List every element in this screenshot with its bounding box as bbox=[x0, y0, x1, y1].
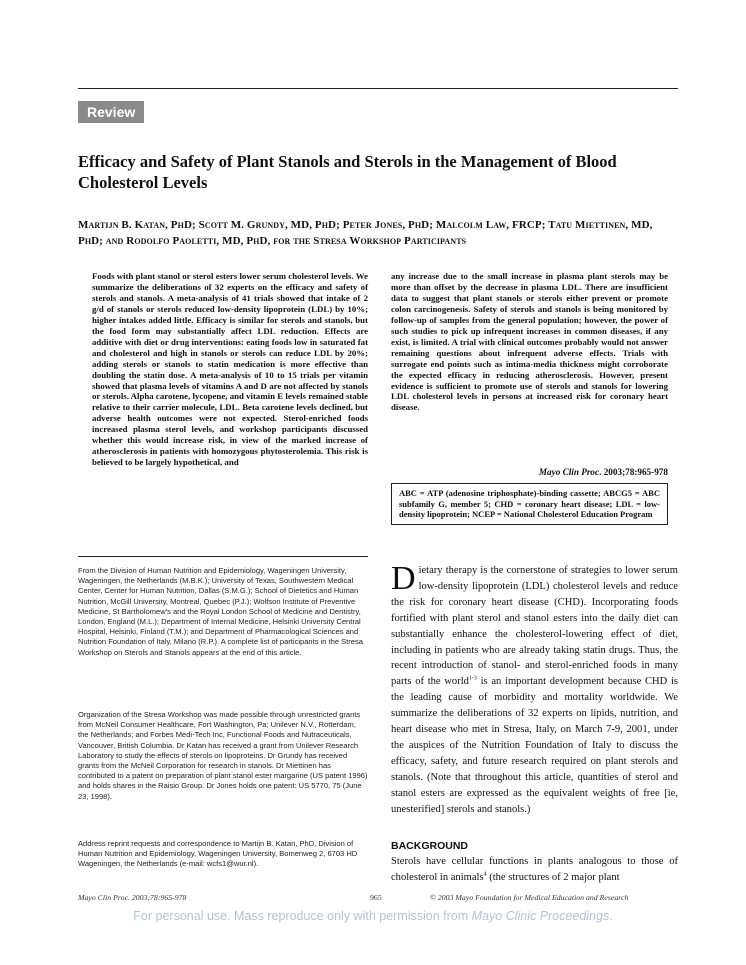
footnote-affiliations: From the Division of Human Nutrition and Epidemiology, Wageningen University, Wageningen, the Netherlands (M.B.K.); University of Texas, Southwestern Medical Center, Center for Human Nutrition, Dallas (S.M.G.); School of Dietetics and Human Nutrition, McGill University, Montreal, Quebec (P.J.); Wolfson Institute of Preventive Medicine, St Bartholomew's and the Royal London School of Medicine and Dentistry, London, England (M.L.); Department of Internal Medicine, Helsinki University Central Hospital, Helsinki, Finland (T.M.); and Department of Pharmacological Sciences and Nutrition Foundation of Italy, Milano (R.P.). A complete list of participants in the Stresa Workshop on Sterols and Stanols appears at the end of this article. bbox=[78, 566, 363, 657]
background-paragraph bbox=[391, 854, 678, 886]
intro-text-a: ietary therapy is the cornerstone of strategies to lower serum low-density lipoprotein (LDL) cholesterol levels and reduce the risk for coronary heart disease (CHD). Incorporating foods fortified with plant sterol and stanol esters into the daily diet can substantially enhance the cholesterol-lowering effect of diet, including in patients who are already taking statin drugs. Thus, the recent introduction of stanol- and sterol-enriched foods in many parts of the world bbox=[391, 565, 678, 688]
footnote-funding: Organization of the Stresa Workshop was made possible through unrestricted grants from McNeil Consumer Healthcare, Fort Washington, Pa; Unilever N.V., Rotterdam, the Netherlands; and Forbes Medi-Tech Inc, Functional Foods and Nutraceuticals, Vancouver, British Columbia. Dr Katan has received a grant from Unilever Research Laboratory to study the effects of sterols on lipoproteins. Dr Grundy has received grants from the McNeil Corporation for research in stanols. Dr Miettinen has contributed to a patent on preparation of plant stanol ester margarine (US patent 1996) and holds shares in the Raisio Group. Dr Jones holds one patent: US 5770, 75 (June 23, 1998). bbox=[78, 710, 368, 801]
abstract-left-column: Foods with plant stanol or sterol esters lower serum cholesterol levels. We summarize the deliberations of 32 experts on the efficacy and safety of sterols and stanols. A meta-analysis of 41 trials showed that intake of 2 g/d of stanols or sterols reduced low-density lipoprotein (LDL) by 10%; higher intakes added little. Efficacy is similar for sterols and stanols, but the food form may substantially affect LDL reduction. Effects are additive with diet or drug interventions: eating foods low in saturated fat and cholesterol and high in stanols or sterols can reduce LDL by 20%; adding sterols or stanols to statin medication is more effective than doubling the statin dose. A meta-analysis of 10 to 15 trials per vitamin showed that plasma levels of vitamins A and D are not affected by stanols or sterols. Alpha carotene, lycopene, and vitamin E levels remained stable relative to their carrier molecule, LDL. Beta carotene levels declined, but adverse health outcomes were not expected. Sterol-enriched foods increased plasma sterol levels, and workshop participants discussed whether this would increase risk, in view of the marked increase of atherosclerosis in patients with homozygous phytosterolemia. This risk is believed to be largely hypothetical, and bbox=[92, 271, 368, 468]
section-badge: Review bbox=[78, 101, 144, 123]
author-list: Martijn B. Katan, PhD; Scott M. Grundy, MD, PhD; Peter Jones, PhD; Malcolm Law, FRCP; Tatu Miettinen, MD, PhD; and Rodolfo Paoletti, MD, PhD, for the Stresa Workshop Participants bbox=[78, 219, 653, 247]
citation-details: . 2003;78:965-978 bbox=[599, 467, 668, 477]
abstract-citation bbox=[391, 467, 668, 477]
footer-citation: Mayo Clin Proc. 2003;78:965-978 bbox=[78, 893, 187, 902]
abstract-right-column: any increase due to the small increase in plasma plant sterols may be more than offset by the decrease in plasma LDL. There are insufficient data to suggest that plant stanols or sterols either prevent or promote colon carcinogenesis. Safety of sterols and stanols is being monitored by follow-up of samples from the general population; however, the power of such studies to pick up infrequent increases in common diseases, if any exist, is limited. A trial with clinical outcomes probably would not answer remaining questions about infrequent adverse effects. Trials with surrogate end points such as intima-media thickness might corroborate the expected efficacy in reducing atherosclerosis. However, present evidence is sufficient to promote use of sterols and stanols for lowering LDL cholesterol levels in persons at increased risk for coronary heart disease. bbox=[391, 271, 668, 413]
footnote-reprints: Address reprint requests and correspondence to Martijn B. Katan, PhD, Division of Human Nutrition and Epidemiology, Wageningen University, Bomenweg 2, 6703 HD Wageningen, the Netherlands (e-mail: wcfs1@wur.nl). bbox=[78, 839, 358, 869]
article-title: Efficacy and Safety of Plant Stanols and Sterols in the Management of Blood Cholesterol Levels bbox=[78, 152, 617, 192]
watermark-journal: Mayo Clinic Proceedings bbox=[471, 909, 610, 923]
background-heading: BACKGROUND bbox=[391, 840, 468, 852]
watermark bbox=[0, 909, 746, 923]
background-citation-sup: 4 bbox=[483, 871, 487, 878]
citation-journal: Mayo Clin Proc bbox=[538, 467, 600, 477]
drop-cap: D bbox=[391, 560, 416, 597]
background-text-a: Sterols have cellular functions in plants analogous to those of cholesterol in animals bbox=[391, 856, 678, 883]
background-text-b: (the structures of 2 major plant bbox=[486, 871, 620, 883]
footnote-rule bbox=[78, 556, 368, 557]
page-number: 965 bbox=[370, 893, 382, 902]
intro-text-b: is an important development because CHD is the leading cause of morbidity and mortality worldwide. We summarize the deliberations of 32 experts on lipids, nutrition, and heart disease who met in Stresa, Italy, on March 7-9, 2001, under the auspices of the Nutrition Foundation of Italy to discuss the efficacy, safety, and future research required on plant sterols and stanols. (Note that throughout this article, quantities of sterol and stanol esters are expressed as the equivalent weights of free [ie, unesterified] sterols and stanols.) bbox=[391, 676, 678, 815]
footer-copyright: © 2003 Mayo Foundation for Medical Education and Research bbox=[430, 893, 629, 902]
watermark-text-a: For personal use. Mass reproduce only with permission from bbox=[133, 909, 472, 923]
top-rule bbox=[78, 88, 678, 89]
intro-citation-sup: 1-3 bbox=[468, 675, 477, 682]
abbreviations-box: ABC = ATP (adenosine triphosphate)-binding cassette; ABCG5 = ABC subfamily G, member 5; CHD = coronary heart disease; LDL = low-density lipoprotein; NCEP = National Cholesterol Education Program bbox=[391, 483, 668, 525]
watermark-text-c: . bbox=[609, 909, 613, 923]
intro-paragraph bbox=[391, 560, 678, 818]
